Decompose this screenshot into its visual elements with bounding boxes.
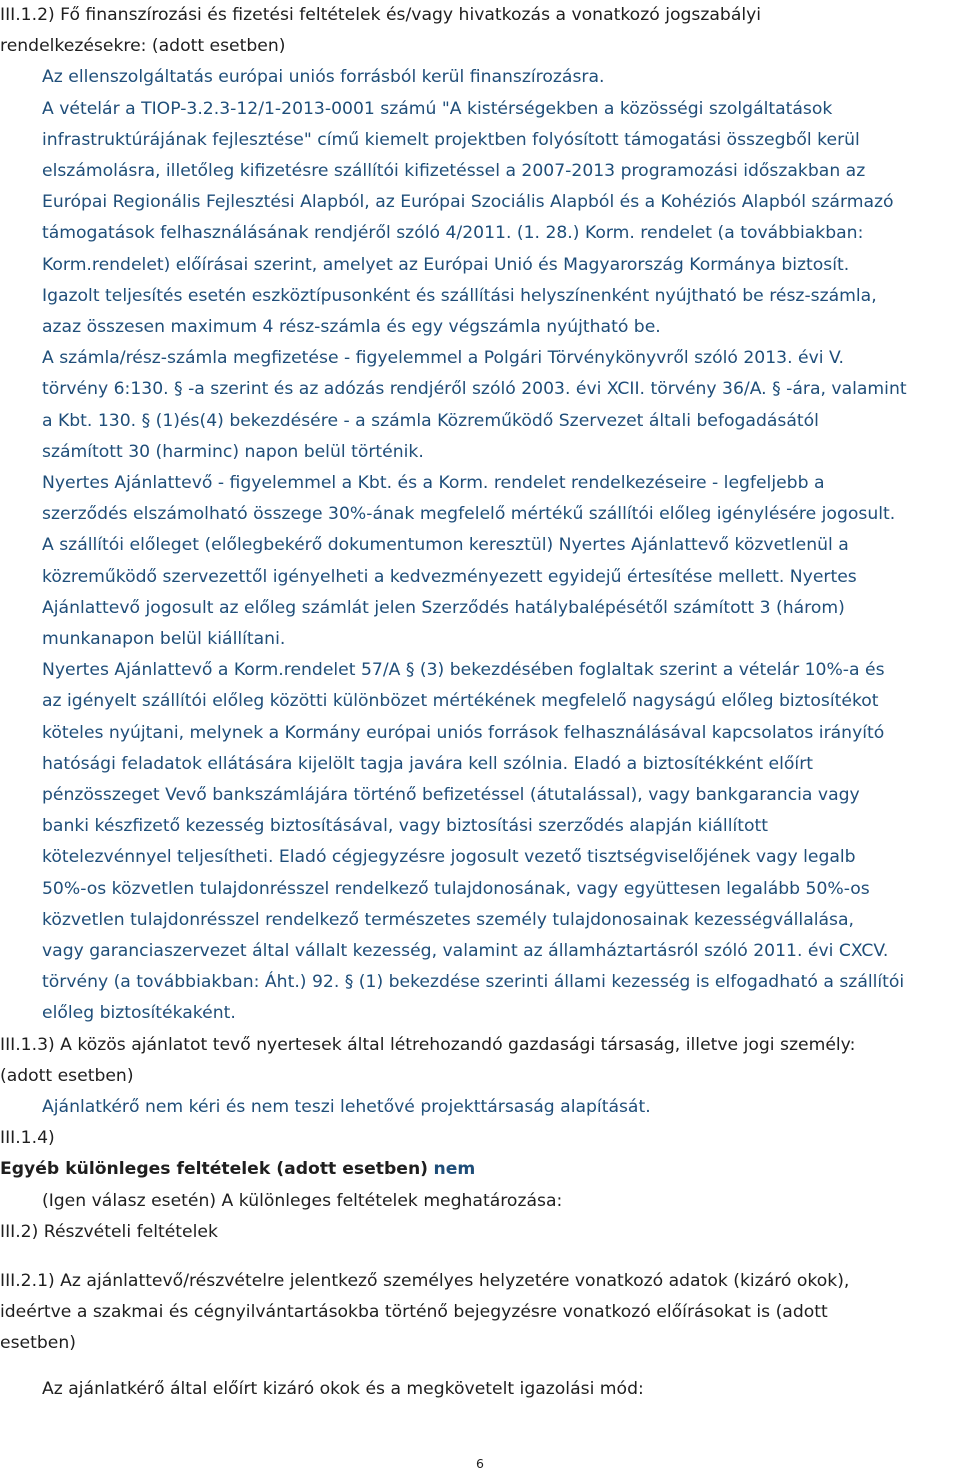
body-line: infrastruktúrájának fejlesztése" című kiemelt projektben folyósított támogatási összegből kerül	[42, 129, 860, 150]
section-heading-line: III.2) Részvételi feltételek	[0, 1221, 218, 1242]
body-line: törvény (a továbbiakban: Áht.) 92. § (1) bekezdése szerinti állami kezesség is elfogadható a szállítói	[42, 972, 905, 993]
body-line: Igazolt teljesítés esetén eszköztípusonként és szállítási helyszínenként nyújtható be rész-számla,	[42, 285, 877, 306]
page-number: 6	[476, 1456, 484, 1471]
section-heading-line: (adott esetben)	[0, 1065, 134, 1086]
section-heading-line: III.1.2) Fő finanszírozási és fizetési feltételek és/vagy hivatkozás a vonatkozó jogszabályi	[0, 5, 762, 25]
body-line: szerződés elszámolható összege 30%-ának megfelelő mértékű szállítói előleg igénylésére jogosult.	[42, 504, 896, 525]
body-line: pénzösszeget Vevő bankszámlájára történő befizetéssel (átutalással), vagy bankgarancia vagy	[42, 785, 860, 805]
special-conditions-title: Egyéb különleges feltételek (adott esetben)	[0, 1159, 429, 1180]
body-line: támogatások felhasználásának rendjéről szóló 4/2011. (1. 28.) Korm. rendelet (a továbbiakban:	[42, 223, 864, 244]
body-line: Ajánlattevő jogosult az előleg számlát jelen Szerződés hatálybalépésétől számított 3 (három)	[42, 597, 845, 618]
special-conditions-line	[0, 1154, 475, 1185]
section-heading-line: esetben)	[0, 1333, 76, 1354]
body-line: köteles nyújtani, melynek a Kormány európai uniós források felhasználásával kapcsolatos irányító	[42, 722, 885, 743]
body-line: Az ellenszolgáltatás európai uniós forrásból kerül finanszírozásra.	[42, 67, 605, 88]
body-line: A számla/rész-számla megfizetése - figyelemmel a Polgári Törvénykönyvről szóló 2013. évi V.	[42, 348, 845, 369]
body-line: az igényelt szállítói előleg közötti különbözet mértékének megfelelő nagyságú előleg biztosítékot	[42, 691, 879, 712]
body-line: előleg biztosítékaként.	[42, 1003, 236, 1024]
body-line: Nyertes Ajánlattevő a Korm.rendelet 57/A § (3) bekezdésében foglaltak szerint a vételár 10%-a és	[42, 660, 885, 681]
body-line: A vételár a TIOP-3.2.3-12/1-2013-0001 számú "A kistérségekben a közösségi szolgáltatások	[42, 98, 833, 119]
body-line: közreműködő szervezettől igényelheti a kedvezményezett egyidejű értesítése mellett. Nyertes	[42, 566, 857, 587]
body-line: elszámolásra, illetőleg kifizetésre szállítói kifizetéssel a 2007-2013 programozási időszakban az	[42, 161, 866, 181]
body-line: Ajánlatkérő nem kéri és nem teszi lehetővé projekttársaság alapítását.	[42, 1097, 651, 1117]
section-heading-line: III.1.3) A közös ajánlatot tevő nyertesek által létrehozandó gazdasági társaság, illetve jogi személy:	[0, 1034, 856, 1055]
section-heading-line: III.2.1) Az ajánlattevő/részvételre jelentkező személyes helyzetére vonatkozó adatok (kizáró okok),	[0, 1271, 850, 1291]
body-line: banki készfizető kezesség biztosításával, vagy biztosítási szerződés alapján kiállított	[42, 816, 768, 837]
body-line: kötelezvénnyel teljesítheti. Eladó cégjegyzésre jogosult vezető tisztségviselőjének vagy legalb	[42, 847, 856, 868]
body-line: munkanapon belül kiállítani.	[42, 629, 286, 649]
body-line: A szállítói előleget (előlegbekérő dokumentumon keresztül) Nyertes Ajánlattevő közvetlenül a	[42, 535, 849, 556]
body-line: hatósági feladatok ellátására kijelölt tagja javára kell szólnia. Eladó a biztosítékként előírt	[42, 753, 814, 774]
body-line: vagy garanciaszervezet által vállalt kezesség, valamint az államháztartásról szóló 2011. évi CXCV.	[42, 941, 889, 961]
body-line: törvény 6:130. § -a szerint és az adózás rendjéről szóló 2003. évi XCII. törvény 36/A. § -ára, valamint	[42, 379, 907, 400]
section-heading-line: ideértve a szakmai és cégnyilvántartásokba történő bejegyzésre vonatkozó előírásokat is (adott	[0, 1302, 828, 1323]
body-line: Európai Regionális Fejlesztési Alapból, az Európai Szociális Alapból és a Kohéziós Alapból származó	[42, 192, 894, 213]
section-heading-line: III.1.4)	[0, 1128, 55, 1149]
body-line: Korm.rendelet) előírásai szerint, amelyet az Európai Unió és Magyarország Kormánya biztosít.	[42, 254, 850, 275]
body-line: a Kbt. 130. § (1)és(4) bekezdésére - a számla Közreműködő Szervezet általi befogadásától	[42, 410, 819, 431]
body-line: Az ajánlatkérő által előírt kizáró okok és a megkövetelt igazolási mód:	[42, 1379, 644, 1399]
section-heading-line: rendelkezésekre: (adott esetben)	[0, 36, 286, 57]
body-line: Nyertes Ajánlattevő - figyelemmel a Kbt. és a Korm. rendelet rendelkezéseire - legfeljebb a	[42, 473, 825, 493]
special-conditions-value: nem	[433, 1159, 476, 1180]
body-line: közvetlen tulajdonrésszel rendelkező természetes személy tulajdonosainak kezességvállalása,	[42, 909, 854, 930]
body-line: 50%-os közvetlen tulajdonrésszel rendelkező tulajdonosának, vagy együttesen legalább 50%-os	[42, 878, 870, 899]
body-line: azaz összesen maximum 4 rész-számla és egy végszámla nyújtható be.	[42, 317, 661, 337]
body-line: számított 30 (harminc) napon belül történik.	[42, 441, 424, 462]
body-line: (Igen válasz esetén) A különleges feltételek meghatározása:	[42, 1190, 563, 1211]
